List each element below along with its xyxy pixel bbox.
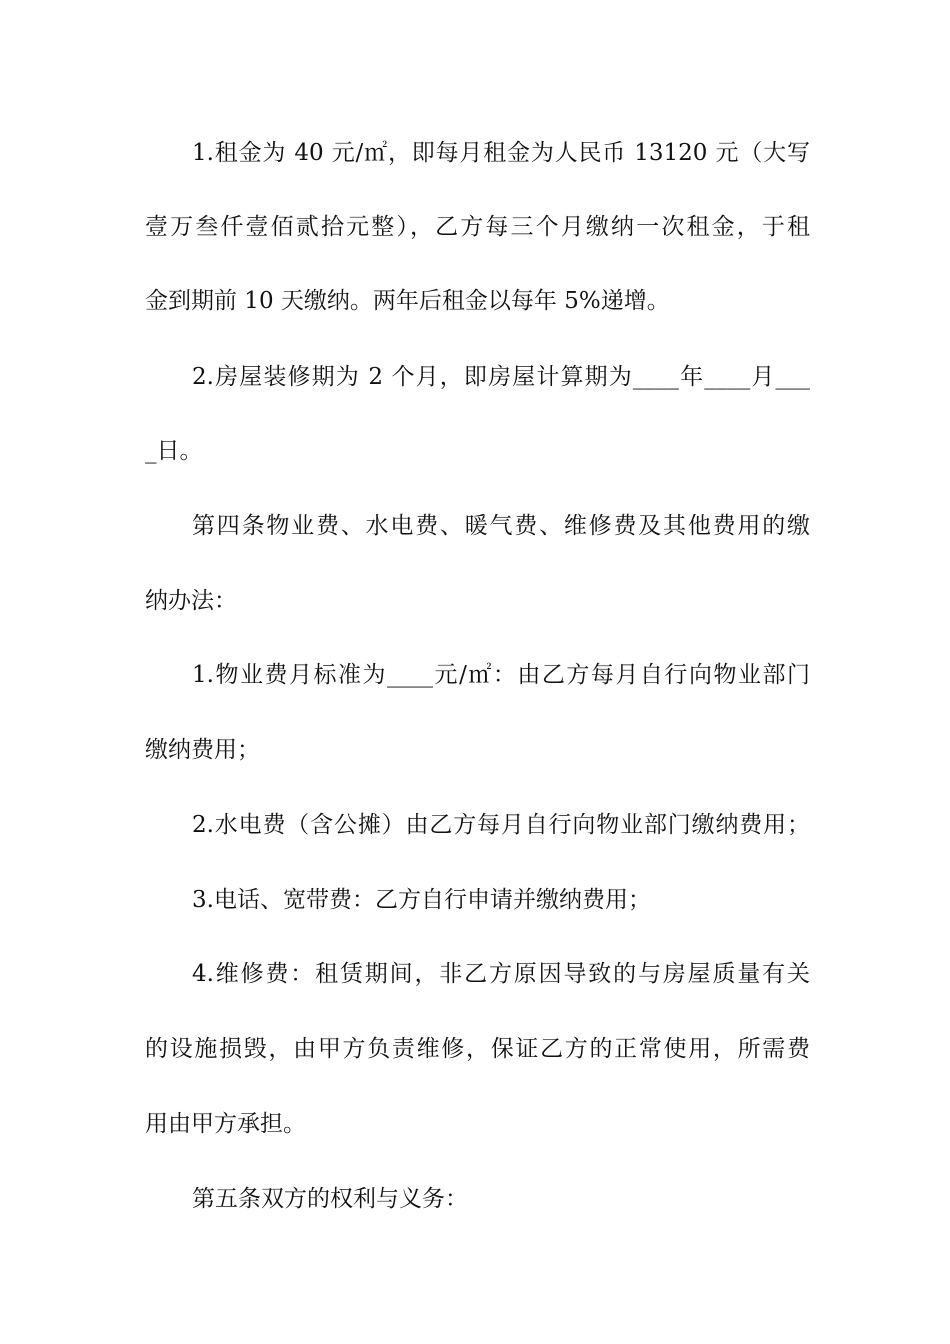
paragraph-property-fee-line-1: 1.物业费月标准为____元/㎡：由乙方每月自行向物业部门 [192, 662, 810, 688]
paragraph-maintenance-line-3: 用由甲方承担。 [145, 1111, 306, 1137]
paragraph-rent-line-1: 1.租金为 40 元/㎡，即每月租金为人民币 13120 元（大写 [192, 140, 810, 166]
paragraph-renovation-line-1: 2.房屋装修期为 2 个月，即房屋计算期为____年____月___ [192, 364, 810, 390]
paragraph-phone-broadband: 3.电话、宽带费：乙方自行申请并缴纳费用； [192, 887, 651, 913]
article-four-heading-line-2: 纳办法： [145, 588, 237, 614]
paragraph-renovation-line-2: _日。 [145, 438, 203, 464]
article-five-heading: 第五条双方的权利与义务： [192, 1186, 468, 1212]
paragraph-maintenance-line-1: 4.维修费：租赁期间，非乙方原因导致的与房屋质量有关 [192, 961, 810, 987]
paragraph-rent-line-3: 金到期前 10 天缴纳。两年后租金以每年 5%递增。 [145, 288, 670, 314]
paragraph-rent-line-2: 壹万叁仟壹佰贰拾元整），乙方每三个月缴纳一次租金，于租 [145, 214, 810, 240]
paragraph-utilities: 2.水电费（含公摊）由乙方每月自行向物业部门缴纳费用； [192, 812, 810, 838]
article-four-heading-line-1: 第四条物业费、水电费、暖气费、维修费及其他费用的缴 [192, 513, 810, 539]
paragraph-property-fee-line-2: 缴纳费用； [145, 737, 260, 763]
paragraph-maintenance-line-2: 的设施损毁，由甲方负责维修，保证乙方的正常使用，所需费 [145, 1036, 810, 1062]
